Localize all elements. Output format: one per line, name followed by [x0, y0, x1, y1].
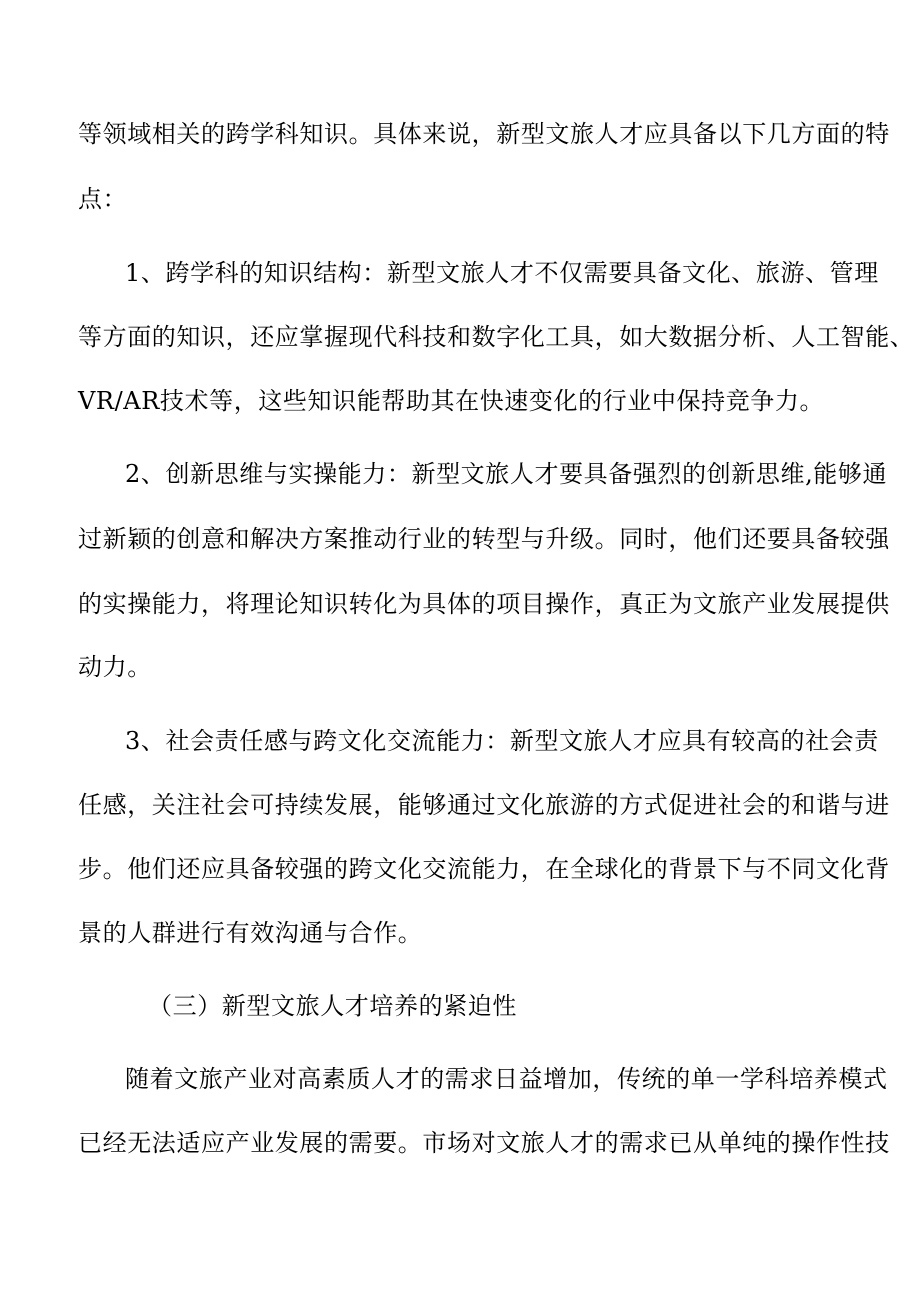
point1-line-2: 等方面的知识，还应掌握现代科技和数字化工具，如大数据分析、人工智能、 — [78, 323, 915, 351]
point2-line-3: 的实操能力，将理论知识转化为具体的项目操作，真正为文旅产业发展提供 — [78, 590, 890, 618]
section-heading: （三）新型文旅人才培养的紧迫性 — [148, 992, 517, 1020]
intro-line-1: 等领域相关的跨学科知识。具体来说，新型文旅人才应具备以下几方面的特 — [78, 120, 890, 148]
point3-line-4: 景的人群进行有效沟通与合作。 — [78, 919, 423, 947]
closing-line-1: 随着文旅产业对高素质人才的需求日益增加，传统的单一学科培养模式 — [125, 1065, 888, 1093]
point1-line-1: 1、跨学科的知识结构：新型文旅人才不仅需要具备文化、旅游、管理 — [125, 259, 879, 287]
point3-line-3: 步。他们还应具备较强的跨文化交流能力，在全球化的背景下与不同文化背 — [78, 855, 890, 883]
point2-line-4: 动力。 — [78, 653, 152, 681]
intro-line-2: 点： — [78, 185, 128, 213]
point3-line-1: 3、社会责任感与跨文化交流能力：新型文旅人才应具有较高的社会责 — [125, 727, 879, 755]
point2-line-1: 2、创新思维与实操能力：新型文旅人才要具备强烈的创新思维,能够通 — [125, 460, 888, 488]
closing-line-2: 已经无法适应产业发展的需要。市场对文旅人才的需求已从单纯的操作性技 — [78, 1129, 890, 1157]
point2-line-2: 过新颖的创意和解决方案推动行业的转型与升级。同时，他们还要具备较强 — [78, 525, 890, 553]
point1-line-3: VR/AR技术等，这些知识能帮助其在快速变化的行业中保持竞争力。 — [78, 387, 825, 415]
point3-line-2: 任感，关注社会可持续发展，能够通过文化旅游的方式促进社会的和谐与进 — [78, 791, 890, 819]
